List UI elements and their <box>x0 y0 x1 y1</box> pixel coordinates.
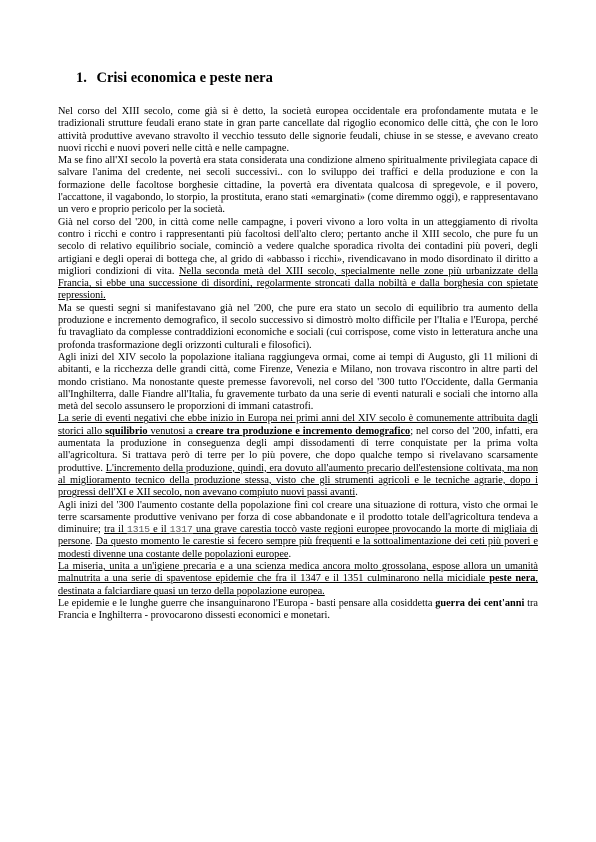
p6-text-1: ; nel corso del '200, infatti, era aumentata la produzione in conseguenza degli ampi dissodamenti di terre conquistate per la prima volta all'agricoltura. Si trattava però di terre per lo più povere, che dopo qualche tempo si rivelavano scarsamente produttive. <box>58 425 539 474</box>
p9-text-2: tra Francia e Inghilterra - provocarono dissesti economici e monetari. <box>58 597 538 622</box>
p6-underlined-1: La serie di eventi negativi che ebbe inizio in Europa nei primi anni del XIV secolo è comunemente attribuita dagli storici allo <box>58 413 538 437</box>
body-text <box>58 106 538 622</box>
p9-text-1: Le epidemie e le lunghe guerre che insanguinarono l'Europa - basti pensare alla cosiddetta <box>58 597 436 609</box>
p6-underlined-3: L'incremento della produzione, quindi, era dovuto all'aumento precario dell'estensione coltivata, ma non al miglioramento tecnico della produzione stessa, visto che gli strumenti agricoli e le tecniche agrarie, dopo i progressi dell'XI e XII secolo, non avevano compiuto nuovi passi avanti <box>58 462 538 499</box>
paragraph-6 <box>58 413 538 499</box>
paragraph-7 <box>58 500 538 561</box>
p7-underlined-1: tra il <box>104 524 127 536</box>
p7-underlined-2: e il <box>150 524 170 536</box>
section-title: Crisi economica e peste nera <box>96 70 273 86</box>
p7-text-3: . <box>288 548 292 560</box>
p7-underlined-3: una grave carestia toccò vaste regioni europee provocando la morte di migliaia di persone <box>58 524 539 548</box>
p9-bold-guerra: guerra dei cent'anni <box>435 597 525 609</box>
paragraph-2: Ma se fino all'XI secolo la povertà era stata considerata una condizione almeno spiritualmente privilegiata capace di salvare l'anima del credente, nei secoli successivi.. con lo sviluppo dei traffici e della produzione e con la formazione delle facoltose borghesie cittadine, la povertà era diventata qualcosa di spregevole, e il povero, l'accattone, il vagabondo, lo storpio, la prostituta, erano stati «emarginati» (come diremmo oggi), e rappresentavano un vero e proprio pericolo per la società. <box>58 155 538 216</box>
paragraph-3-underlined: Nella seconda metà del XIII secolo, specialmente nelle zone più urbanizzate della Francia, si ebbe una successione di disordini, regolarmente stroncati dalla nobiltà e dalla borghesia con spietate repressioni. <box>58 265 538 302</box>
p6-bold-squilibrio: squilibrio <box>105 425 148 437</box>
section-heading <box>76 70 273 87</box>
p7-year-1315: 1315 <box>126 524 150 536</box>
section-number: 1. <box>76 70 87 86</box>
p8-bold-peste-nera: peste nera <box>489 573 536 585</box>
p8-underlined-1: La miseria, unita a un'igiene precaria e a una scienza medica ancora molto grossolana, espose allora un umanità malnutrita a una serie di spaventose epidemie che fra il 1347 e il 1351 culminarono nella micidiale <box>58 560 538 585</box>
p6-text-2: . <box>355 487 358 499</box>
paragraph-8 <box>58 561 538 598</box>
p7-text-1: Agli inizi del '300 l'aumento costante della popolazione finì col creare una situazione di rottura, visto che ormai le terre scarsamente produttive venivano per forza di cose abbandonate e il prodotto totale dell'agricoltura tendeva a diminuire; <box>58 499 538 536</box>
paragraph-4: Ma se questi segni si manifestavano già nel '200, che pure era stato un secolo di equilibrio tra aumento della produzione e incremento demografico, il secolo successivo si dimostrò molto difficile per l'Italia e l'Europa, perché fu travagliato da complesse contraddizioni economiche e sociali (cui corrispose, come visto in letteratura anche una profonda trasformazione degli orizzonti culturali e filosofici). <box>58 302 538 351</box>
p8-underlined-2: , destinata a falciardiare quasi un terzo della popolazione europea. <box>58 573 538 597</box>
p6-bold-produzione: creare tra produzione e incremento demografico <box>195 425 411 437</box>
p7-underlined-4: Da questo momento le carestie si fecero sempre più frequenti e la sottoalimentazione dei ceti più poveri e modesti divenne una costante delle popolazioni europee <box>58 536 538 560</box>
paragraph-3-text: Già nel corso del '200, in città come nelle campagne, i poveri vivono a loro volta in un atteggiamento di rivolta contro i ricchi e contro i rappresentanti più facoltosi dell'alto clero; pertanto anche il XIII secolo, che pure fu un secolo di relativo equilibrio sociale, cominciò a vedere qualche sporadica rivolta dei contadini più poveri, degli artigiani e degli operai di bottega che, al grido di «abbasso i ricchi», rivendicavano in modo disordinato il diritto a migliori condizioni di vita. <box>58 216 538 277</box>
paragraph-1: Nel corso del XIII secolo, come già si è detto, la società europea occidentale era profondamente mutata e le tradizionali strutture feudali erano state in gran parte cancellate dal rigoglio economico delle città, çhe con le loro attività produttive avevano stravolto il vecchio tessuto delle signorie feudali, chiuse in se stesse, e avevano creato nuovi ricchi e nuovi poveri nelle città e nelle campagne. <box>58 106 538 154</box>
paragraph-9 <box>58 598 538 623</box>
p7-year-1317: 1317 <box>169 524 193 536</box>
paragraph-3 <box>58 217 538 303</box>
paragraph-5: Agli inizi del XIV secolo la popolazione italiana raggiungeva ormai, come ai tempi di Augusto, gli 11 milioni di abitanti, e la ricchezza delle grandi città, come Firenze, Venezia e Milano, non trovava riscontro in altre parti del mondo cristiano. Ma nonostante queste premesse favorevoli, nel corso del '300 tutto l'Occidente, dalla Germania all'Inghilterra, dalle Fiandre all'Italia, fu gravemente turbato da una serie di eventi naturali e sociali che intorno alla metà del secolo assunsero le proporzioni di immani catastrofi. <box>58 351 538 413</box>
p7-text-2: . <box>90 536 96 548</box>
p6-underlined-2: venutosi a <box>147 425 196 437</box>
